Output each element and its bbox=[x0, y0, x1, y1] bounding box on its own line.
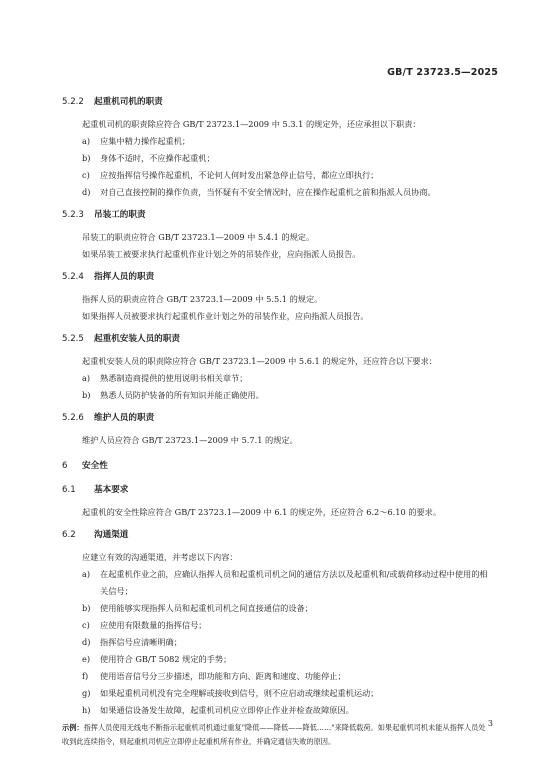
list-item bbox=[62, 617, 490, 634]
example-label: 示例： bbox=[62, 723, 84, 732]
list-text: 熟悉人员防护装备的所有知识并能正确使用。 bbox=[100, 390, 264, 400]
list-marker: d) bbox=[82, 187, 91, 197]
section-number: 5.2.4 bbox=[62, 272, 84, 282]
list-item bbox=[62, 651, 490, 668]
section-heading bbox=[62, 528, 490, 542]
example-text: 指挥人员使用无线电不断指示起重机司机通过重复"降低——降低——降低……"来降低载荷。如果起重机司机未能从指挥人员处收到此连续指令，则起重机司机应立即停止起重机所有作业，并确定通信失败的原因。 bbox=[62, 723, 486, 746]
list-item bbox=[62, 184, 490, 201]
list-text: 如果起重机司机没有完全理解或接收到信号，则不应启动或继续起重机运动； bbox=[100, 688, 379, 698]
section-number: 5.2.2 bbox=[62, 97, 84, 107]
paragraph: 指挥人员的职责应符合 GB/T 23723.1—2009 中 5.5.1 的规定。 bbox=[82, 294, 323, 304]
list-marker: b) bbox=[82, 603, 91, 613]
list-item bbox=[62, 167, 490, 184]
list-marker: b) bbox=[82, 153, 91, 163]
paragraph: 如果指挥人员被要求执行起重机作业计划之外的吊装作业，应向指派人员报告。 bbox=[82, 311, 369, 321]
list-text: 身体不适时，不应操作起重机； bbox=[100, 153, 215, 163]
list-marker: b) bbox=[82, 390, 91, 400]
example-note bbox=[62, 721, 490, 749]
section-number: 6.2 bbox=[62, 530, 76, 540]
list-text: 使用语音信号分三步描述，即功能和方向、距离和速度、功能停止； bbox=[100, 671, 346, 681]
list-item bbox=[62, 702, 490, 719]
paragraph: 起重机安装人员的职责除应符合 GB/T 23723.1—2009 中 5.6.1 的规定外，还应符合以下要求： bbox=[82, 356, 437, 366]
section-title: 吊装工的职责 bbox=[94, 210, 146, 220]
paragraph: 如果吊装工被要求执行起重机作业计划之外的吊装作业，应向指派人员报告。 bbox=[82, 249, 361, 259]
list-text: 熟悉制造商提供的使用说明书相关章节； bbox=[100, 373, 248, 383]
list-marker: a) bbox=[82, 373, 91, 383]
standard-code: GB/T 23723.5—2025 bbox=[387, 67, 498, 78]
list-text: 对自己直接控制的操作负责，当怀疑有不安全情况时，应在操作起重机之前和指派人员协商。 bbox=[100, 187, 436, 197]
list-item bbox=[62, 387, 490, 404]
section-title: 基本要求 bbox=[94, 485, 129, 495]
section-number: 5.2.5 bbox=[62, 334, 84, 344]
section-title: 起重机安装人员的职责 bbox=[94, 334, 180, 344]
list-item bbox=[62, 685, 490, 702]
section-number: 5.2.6 bbox=[62, 413, 84, 423]
list-item bbox=[62, 668, 490, 685]
section-number: 5.2.3 bbox=[62, 210, 84, 220]
chapter-heading bbox=[62, 459, 490, 473]
list-item bbox=[62, 370, 490, 387]
list-item bbox=[62, 150, 490, 167]
section-heading bbox=[62, 483, 490, 497]
list-text: 使用能够实现指挥人员和起重机司机之间直接通信的设备； bbox=[100, 603, 313, 613]
section-title: 维护人员的职责 bbox=[94, 413, 155, 423]
paragraph: 起重机的安全性除应符合 GB/T 23723.1—2009 中 6.1 的规定外，还应符合 6.2～6.10 的要求。 bbox=[82, 507, 442, 517]
list-marker: g) bbox=[82, 688, 91, 698]
list-marker: c) bbox=[82, 620, 90, 630]
list-marker: f) bbox=[82, 671, 89, 681]
chapter-title: 安全性 bbox=[82, 461, 108, 471]
list-text: 指挥信号应清晰明确； bbox=[100, 637, 182, 647]
paragraph: 起重机司机的职责除应符合 GB/T 23723.1—2009 中 5.3.1 的规定外，还应承担以下职责： bbox=[82, 119, 421, 129]
list-item bbox=[62, 133, 490, 150]
list-marker: a) bbox=[82, 136, 91, 146]
list-marker: d) bbox=[82, 637, 91, 647]
section-number: 6.1 bbox=[62, 485, 76, 495]
section-heading bbox=[62, 270, 490, 284]
list-item bbox=[62, 566, 490, 600]
list-item bbox=[62, 600, 490, 617]
list-text: 如果通信设备发生故障，起重机司机应立即停止作业并检查故障原因。 bbox=[100, 705, 354, 715]
section-heading bbox=[62, 411, 490, 425]
list-marker: e) bbox=[82, 654, 91, 664]
section-heading bbox=[62, 208, 490, 222]
list-marker: c) bbox=[82, 170, 90, 180]
section-title: 起重机司机的职责 bbox=[94, 97, 163, 107]
paragraph: 吊装工的职责应符合 GB/T 23723.1—2009 中 5.4.1 的规定。 bbox=[82, 232, 315, 242]
list-marker: a) bbox=[82, 569, 91, 579]
section-title: 指挥人员的职责 bbox=[94, 272, 155, 282]
list-text: 在起重机作业之前，应确认指挥人员和起重机司机之间的通信方法以及起重机和/或载荷移动过程中使用的相关信号； bbox=[100, 569, 488, 596]
section-heading bbox=[62, 332, 490, 346]
page-number: 3 bbox=[487, 719, 493, 728]
section-title: 沟通渠道 bbox=[94, 530, 129, 540]
list-marker: h) bbox=[82, 705, 91, 715]
document-body bbox=[62, 95, 490, 749]
list-text: 应使用有限数量的指挥信号； bbox=[100, 620, 207, 630]
list-text: 使用符合 GB/T 5082 规定的手势； bbox=[100, 654, 232, 664]
paragraph: 维护人员应符合 GB/T 23723.1—2009 中 5.7.1 的规定。 bbox=[82, 435, 298, 445]
chapter-number: 6 bbox=[62, 461, 68, 471]
section-heading bbox=[62, 95, 490, 109]
list-text: 应集中精力操作起重机； bbox=[100, 136, 191, 146]
paragraph: 应建立有效的沟通渠道，并考虑以下内容： bbox=[82, 552, 238, 562]
list-item bbox=[62, 634, 490, 651]
list-text: 应按指挥信号操作起重机，不论何人何时发出紧急停止信号，都应立即执行； bbox=[100, 170, 379, 180]
